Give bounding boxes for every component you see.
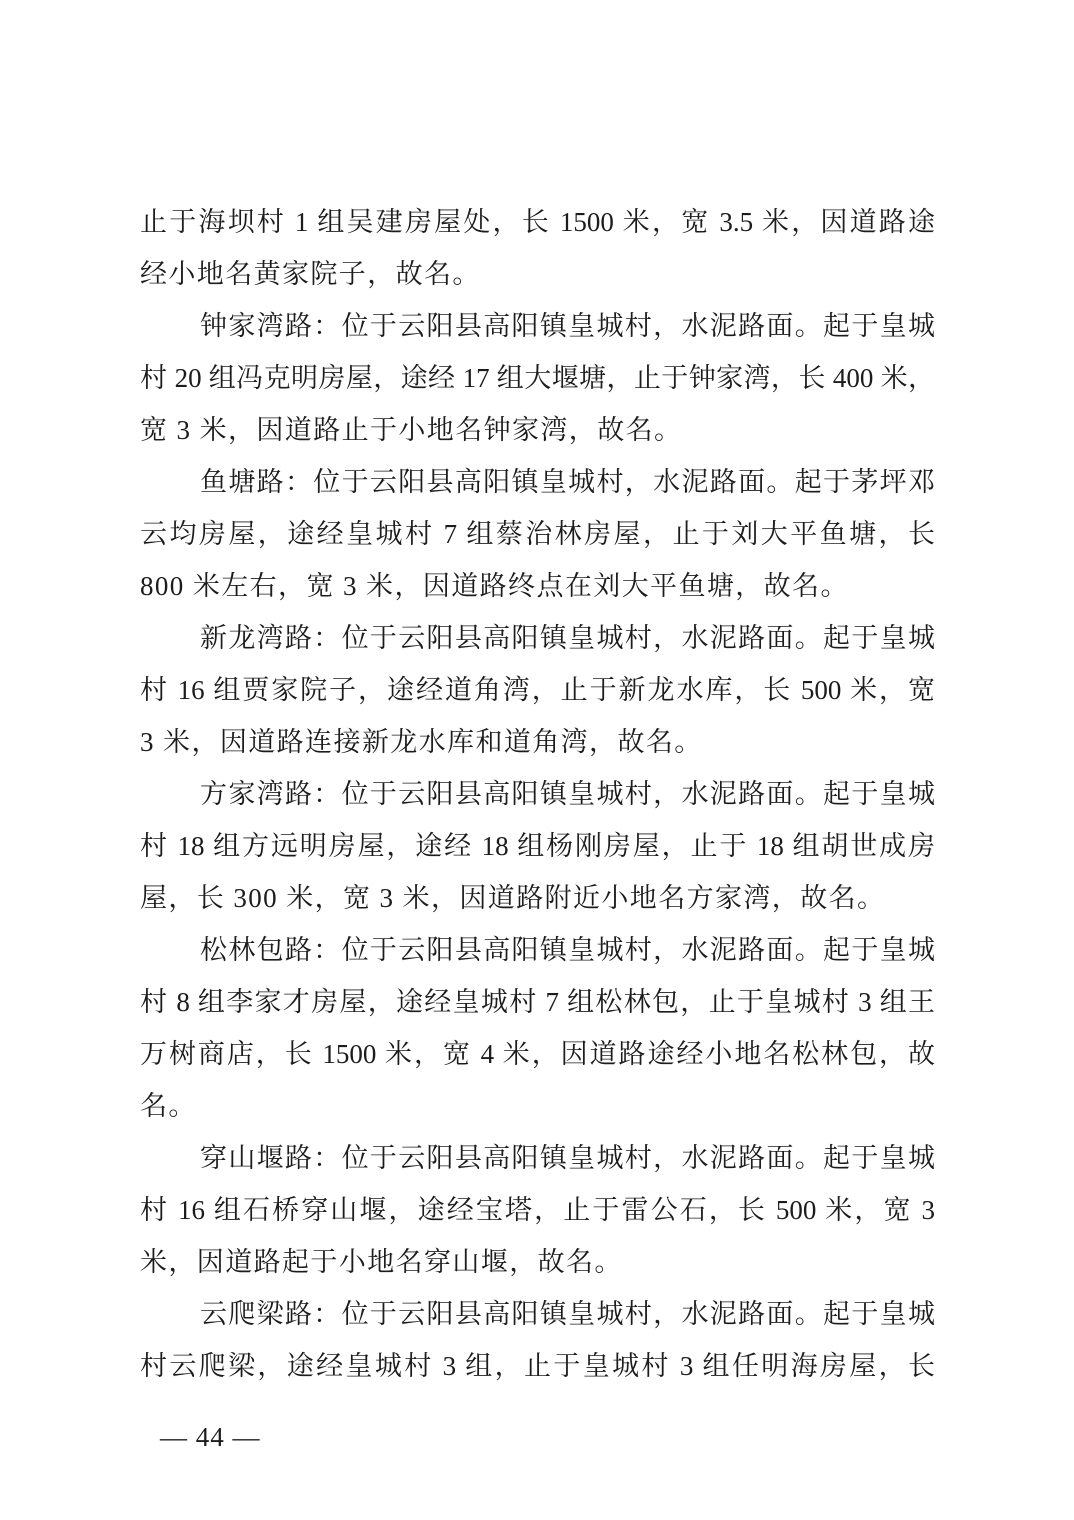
- paragraph-fangjiawan-road: [140, 768, 935, 924]
- page-number: — 44 —: [160, 1422, 261, 1452]
- paragraph-yutang-road: [140, 456, 935, 612]
- text-line: 村云爬梁，途经皇城村 3 组，止于皇城村 3 组任明海房屋，长: [140, 1351, 935, 1381]
- document-body: [140, 196, 935, 1392]
- text-line: 松林包路：位于云阳县高阳镇皇城村，水泥路面。起于皇城: [200, 935, 935, 965]
- text-line: 穿山堰路：位于云阳县高阳镇皇城村，水泥路面。起于皇城: [200, 1143, 935, 1173]
- text-line: 名。: [140, 1091, 197, 1121]
- text-line: 宽 3 米，因道路止于小地名钟家湾，故名。: [140, 415, 683, 445]
- paragraph-continued: [140, 196, 935, 300]
- text-line: 村 8 组李家才房屋，途经皇城村 7 组松林包，止于皇城村 3 组王: [140, 987, 935, 1017]
- text-line: 万树商店，长 1500 米，宽 4 米，因道路途经小地名松林包，故: [140, 1039, 935, 1069]
- text-line: 钟家湾路：位于云阳县高阳镇皇城村，水泥路面。起于皇城: [200, 311, 935, 341]
- text-line: 新龙湾路：位于云阳县高阳镇皇城村，水泥路面。起于皇城: [200, 623, 935, 653]
- text-line: 止于海坝村 1 组吴建房屋处，长 1500 米，宽 3.5 米，因道路途: [140, 207, 935, 237]
- text-line: 米，因道路起于小地名穿山堰，故名。: [140, 1247, 623, 1277]
- text-line: 经小地名黄家院子，故名。: [140, 259, 481, 289]
- text-line: 村 20 组冯克明房屋，途经 17 组大堰塘，止于钟家湾，长 400 米，: [140, 363, 935, 393]
- text-line: 村 18 组方远明房屋，途经 18 组杨刚房屋，止于 18 组胡世成房: [140, 831, 935, 861]
- text-line: 村 16 组石桥穿山堰，途经宝塔，止于雷公石，长 500 米，宽 3: [140, 1195, 935, 1225]
- paragraph-yunpaliang-road: [140, 1288, 935, 1392]
- paragraph-chuanshanyan-road: [140, 1132, 935, 1288]
- text-line: 3 米，因道路连接新龙水库和道角湾，故名。: [140, 727, 703, 757]
- text-line: 800 米左右，宽 3 米，因道路终点在刘大平鱼塘，故名。: [140, 571, 849, 601]
- text-line: 鱼塘路：位于云阳县高阳镇皇城村，水泥路面。起于茅坪邓: [200, 467, 935, 497]
- paragraph-songlinbao-road: [140, 924, 935, 1132]
- text-line: 云爬梁路：位于云阳县高阳镇皇城村，水泥路面。起于皇城: [200, 1299, 935, 1329]
- paragraph-xinlongwan-road: [140, 612, 935, 768]
- text-line: 村 16 组贾家院子，途经道角湾，止于新龙水库，长 500 米，宽: [140, 675, 935, 705]
- text-line: 屋，长 300 米，宽 3 米，因道路附近小地名方家湾，故名。: [140, 883, 886, 913]
- text-line: 云均房屋，途经皇城村 7 组蔡治林房屋，止于刘大平鱼塘，长: [140, 519, 935, 549]
- text-line: 方家湾路：位于云阳县高阳镇皇城村，水泥路面。起于皇城: [200, 779, 935, 809]
- paragraph-zhongjiawan-road: [140, 300, 935, 456]
